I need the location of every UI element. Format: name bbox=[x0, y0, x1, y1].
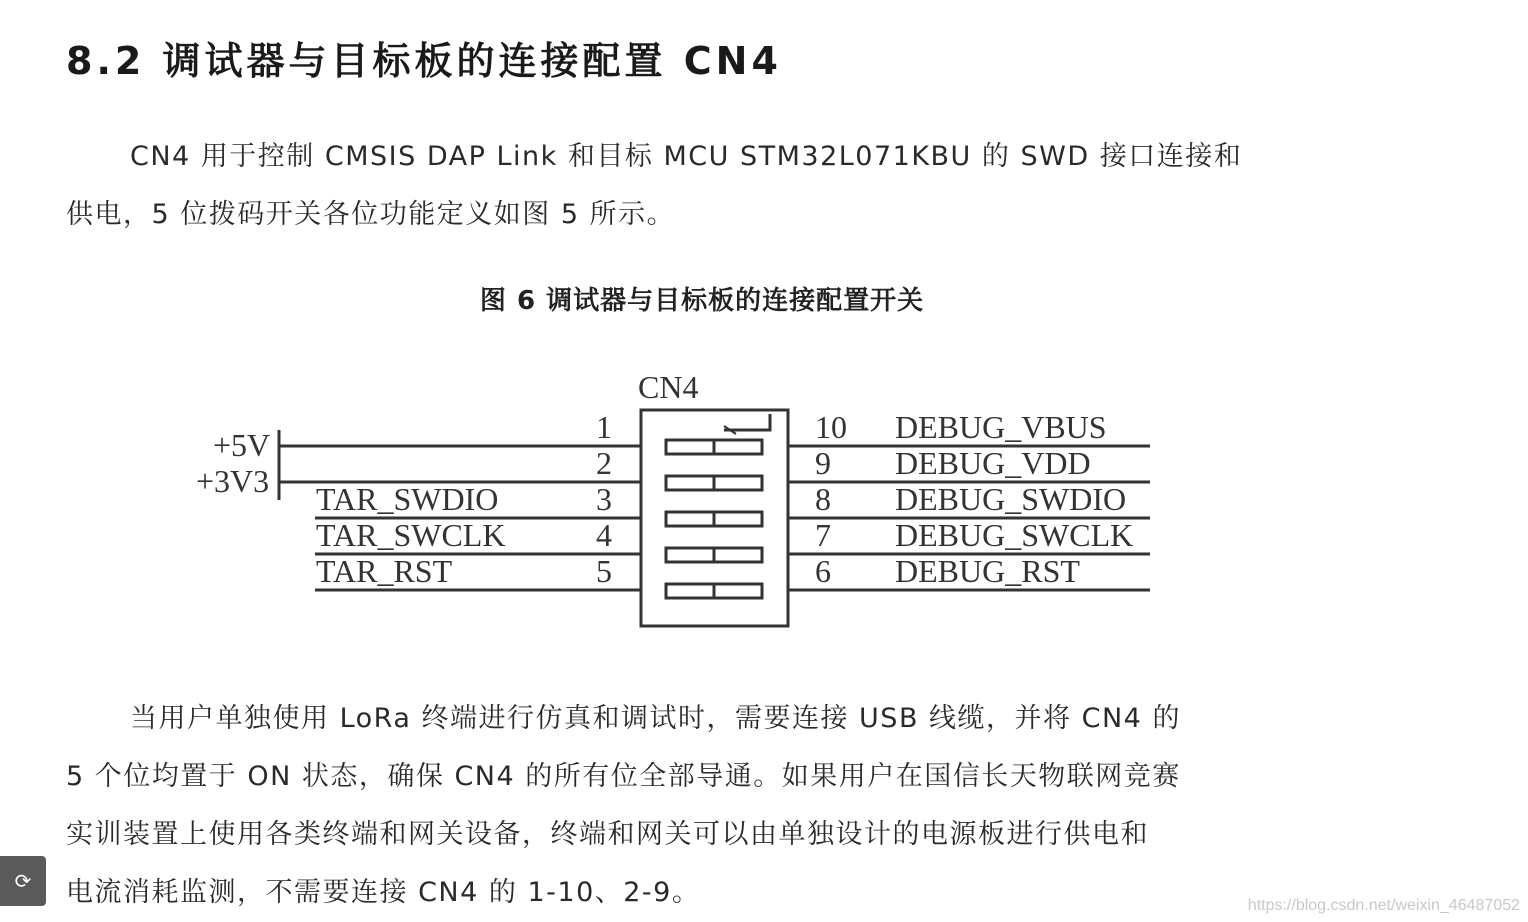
pin-number: 7 bbox=[815, 517, 831, 553]
paragraph-line: 供电，5 位拨码开关各位功能定义如图 5 所示。 bbox=[66, 199, 676, 230]
pin-number: 5 bbox=[596, 553, 612, 589]
refresh-button[interactable] bbox=[0, 856, 46, 906]
pin-number: 9 bbox=[815, 445, 831, 481]
paragraph-intro bbox=[66, 128, 1276, 244]
pin-number: 10 bbox=[815, 409, 847, 445]
right-signal-label: DEBUG_VDD bbox=[895, 445, 1091, 481]
figure-caption: 图 6 调试器与目标板的连接配置开关 bbox=[479, 286, 925, 316]
right-signal-label: DEBUG_RST bbox=[895, 553, 1080, 589]
pin-number: 4 bbox=[596, 517, 612, 553]
left-signal-label: TAR_SWCLK bbox=[316, 517, 506, 553]
pin-number: 2 bbox=[596, 445, 612, 481]
refresh-icon: ⟳ bbox=[14, 869, 32, 893]
right-signal-label: DEBUG_VBUS bbox=[895, 409, 1107, 445]
left-signal-label: +3V3 bbox=[196, 463, 270, 499]
right-signal-label: DEBUG_SWDIO bbox=[895, 481, 1127, 517]
paragraph-line: CN4 用于控制 CMSIS DAP Link 和目标 MCU STM32L071KBU 的 SWD 接口连接和 bbox=[130, 141, 1243, 172]
cn4-schematic bbox=[0, 360, 1528, 650]
section-heading: 8.2 调试器与目标板的连接配置 CN4 bbox=[66, 39, 782, 83]
paragraph-line: 实训装置上使用各类终端和网关设备，终端和网关可以由单独设计的电源板进行供电和 bbox=[66, 819, 1149, 850]
pin-number: 6 bbox=[815, 553, 831, 589]
watermark: https://blog.csdn.net/weixin_46487052 bbox=[1247, 897, 1520, 914]
pin-number: 3 bbox=[596, 481, 612, 517]
connector-label: CN4 bbox=[638, 369, 699, 405]
paragraph-line: 5 个位均置于 ON 状态，确保 CN4 的所有位全部导通。如果用户在国信长天物联网竞赛 bbox=[66, 761, 1181, 792]
left-signal-label: +5V bbox=[213, 427, 271, 463]
pin-number: 8 bbox=[815, 481, 831, 517]
pin-number: 1 bbox=[596, 409, 612, 445]
paragraph-usage bbox=[66, 690, 1276, 922]
left-signal-label: TAR_SWDIO bbox=[316, 481, 499, 517]
paragraph-line: 当用户单独使用 LoRa 终端进行仿真和调试时，需要连接 USB 线缆，并将 CN4 的 bbox=[130, 703, 1181, 734]
paragraph-line: 电流消耗监测，不需要连接 CN4 的 1-10、2-9。 bbox=[66, 877, 701, 908]
right-signal-label: DEBUG_SWCLK bbox=[895, 517, 1134, 553]
left-signal-label: TAR_RST bbox=[316, 553, 453, 589]
